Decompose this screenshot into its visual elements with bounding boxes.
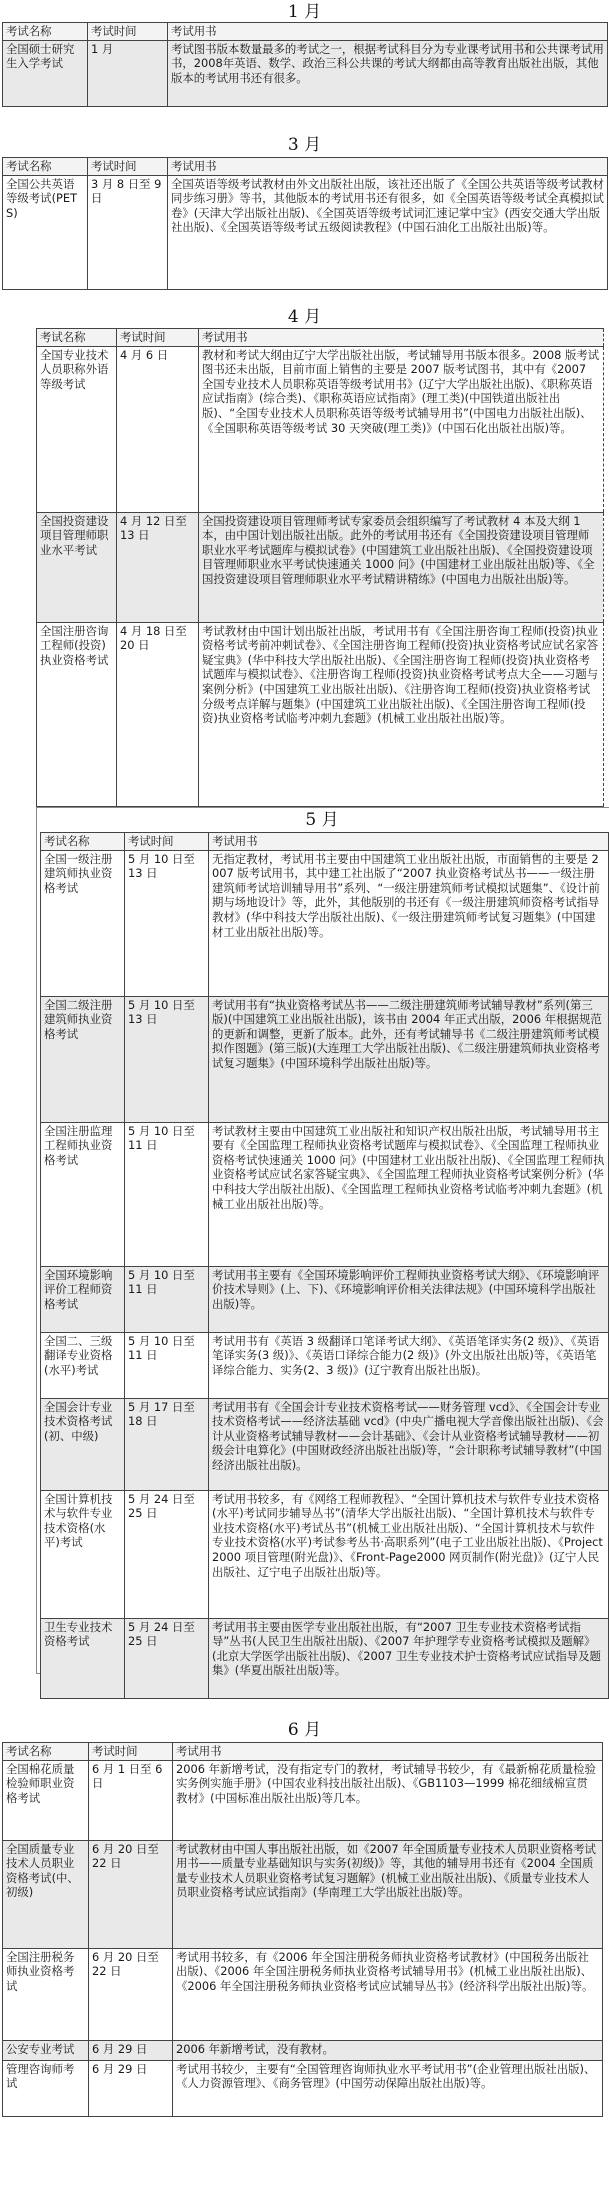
exam-time: 5 月 10 日至 13 日 [125,996,209,1122]
exam-table-mar [2,157,608,290]
exam-books: 无指定教材，考试用书主要由中国建筑工业出版社出版，市面销售的主要是 2007 版考试用书，其中建工社出版了“2007 执业资格考试丛书——一级注册建筑师考试培训辅导用书”系列、“一级注册建筑师考试模拟试题集”、《设计前期与场地设计》等，此外，其他版别的书还有《一级注册建筑师资格考试指导教材》(华中科技大学出版社出版)、《一级注册建筑师考试复习题集》(中国建材工业出版社出版)等。 [209,850,609,996]
table-row [41,1122,609,1266]
table-row [41,1618,609,1698]
header-name: 考试名称 [41,833,125,851]
exam-books: 考试教材由中国人事出版社出版，如《2007 年全国质量专业技术人员职业资格考试用书——质量专业基础知识与实务(初级)》等，其他的辅导用书还有《2004 全国质量专业技术人员职业资格考试复习题解》(机械工业出版社出版)、《质量专业技术人员职业资格考试应试指南》(华南理工大学出版社出版)等。 [173,1840,603,1948]
header-time: 考试时间 [89,1743,173,1761]
header-name: 考试名称 [37,329,117,347]
table-row [37,512,604,622]
exam-time: 5 月 24 日至 25 日 [125,1490,209,1618]
exam-table-jan [2,22,608,107]
exam-time: 5 月 10 日至 11 日 [125,1332,209,1398]
exam-books: 考试教材由中国计划出版社出版，考试用书有《全国注册咨询工程师(投资)执业资格考试考前冲刺试卷》、《全国注册咨询工程师(投资)执业资格考试应试名家答疑宝典》(华中科技大学出版社出版)、《全国注册咨询工程师(投资)执业资格考试题库与模拟试卷》、《注册咨询工程师(投资)执业资格考试考点大全——习题与案例分析》(中国建筑工业出版社出版)、《注册咨询工程师(投资)执业资格考试分级考点详解与题集》(中国建筑工业出版社出版)、《全国注册咨询工程师(投资)执业资格考试临考冲刺九套题》(机械工业出版社出版)等。 [199,622,604,806]
table-row [41,996,609,1122]
header-time: 考试时间 [125,833,209,851]
exam-name: 全国会计专业技术资格考试(初、中级) [41,1398,125,1490]
table-header-row [41,833,609,851]
exam-books: 2006 年新增考试，没有指定专门的教材，考试辅导书较少，有《最新棉花质量检验实务例实施手册》(中国农业科技出版社出版)、《GB1103—1999 棉花细绒棉宣贯教材》(中国标准出版社出版)等几本。 [173,1760,603,1840]
exam-name: 全国二级注册建筑师执业资格考试 [41,996,125,1122]
exam-books: 2006 年新增考试，没有教材。 [173,2040,603,2060]
table-row [3,175,608,289]
header-time: 考试时间 [117,329,199,347]
exam-time: 1 月 [88,40,168,106]
exam-name: 全国公共英语等级考试(PETS) [3,175,88,289]
exam-time: 3 月 8 日至 9 日 [88,175,168,289]
exam-books: 全国投资建设项目管理师考试专家委员会组织编写了考试教材 4 本及大纲 1 本，由中国计划出版社出版。此外的考试用书还有《全国投资建设项目管理师职业水平考试题库与模拟试卷》(中国建筑工业出版社出版)、《全国投资建设项目管理师职业水平考试快速通关 1000 问》(中国建材工业出版社出版)等、《全国投资建设项目管理师职业水平考试精讲精练》(中国电力出版社出版)等。 [199,512,604,622]
table-row [41,1332,609,1398]
table-row [41,1490,609,1618]
table-header-row [3,158,608,176]
exam-books: 教材和考试大纲由辽宁大学出版社出版，考试辅导用书版本很多。2008 版考试图书还未出版，目前市面上销售的主要是 2007 版考试图书，其中有《2007 全国专业技术人员职称英语等级考试用书》(辽宁大学出版社出版)、《职称英语应试指南》(综合类)、《职称英语应试指南》(理工类)(中国铁道出版社出版)、“全国专业技术人员职称英语等级考试辅导用书”(中国电力出版社出版)、《全国职称英语等级考试 30 天突破(理工类)》(中国石化出版社出版)等。 [199,346,604,512]
exam-name: 全国专业技术人员职称外语等级考试 [37,346,117,512]
table-row [3,2060,603,2116]
exam-time: 4 月 12 日至 13 日 [117,512,199,622]
header-books: 考试用书 [168,158,608,176]
exam-name: 卫生专业技术资格考试 [41,1618,125,1698]
header-books: 考试用书 [173,1743,603,1761]
exam-name: 全国注册咨询工程师(投资)执业资格考试 [37,622,117,806]
exam-books: 考试图书版本数量最多的考试之一，根据考试科目分为专业课考试用书和公共课考试用书，2008年英语、数学、政治三科公共课的考试大纲都由高等教育出版社出版，其他版本的考试用书还有很多。 [168,40,608,106]
exam-time: 6 月 1 日至 6 日 [89,1760,173,1840]
month-heading-jan: 1 月 [287,2,322,22]
exam-time: 5 月 24 日至 25 日 [125,1618,209,1698]
exam-books: 考试用书较多，有《网络工程师教程》、“全国计算机技术与软件专业技术资格(水平)考试同步辅导丛书”(清华大学出版社出版)、“全国计算机技术与软件专业技术资格(水平)考试丛书”(机械工业出版社出版)、“全国计算机技术与软件专业技术资格(水平)考试参考丛书·高职系列”(电子工业出版社出版)、《Project2000 项目管理(附光盘)》、《Front-Page2000 网页制作(附光盘)》(辽宁人民出版社、辽宁电子出版社出版)等。 [209,1490,609,1618]
table-row [3,1760,603,1840]
table-row [3,40,608,106]
table-header-row [37,329,604,347]
exam-name: 全国投资建设项目管理师职业水平考试 [37,512,117,622]
exam-name: 全国二、三级翻译专业资格(水平)考试 [41,1332,125,1398]
month-heading-mar: 3 月 [287,135,322,155]
table-row [41,1266,609,1332]
exam-books: 考试用书较少，主要有“全国管理咨询师执业水平考试用书”(企业管理出版社出版)、《人力资源管理》、《商务管理》(中国劳动保障出版社出版)等。 [173,2060,603,2116]
exam-books: 考试用书较多，有《2006 年全国注册税务师执业资格考试教材》(中国税务出版社出版)、《2006 年全国注册税务师执业资格考试辅导用书》(机械工业出版社出版)、《2006 年全国注册税务师执业资格考试应试辅导丛书》(经济科学出版社出版)等。 [173,1948,603,2040]
month-heading-jun: 6 月 [287,1720,322,1740]
exam-name: 全国质量专业技术人员职业资格考试(中、初级) [3,1840,89,1948]
header-name: 考试名称 [3,1743,89,1761]
exam-books: 考试用书有“执业资格考试丛书——二级注册建筑师考试辅导教材”系列(第三版)(中国建筑工业出版社出版)，该书由 2004 年正式出版，2006 年根据规范的更新和调整，更新了版本。此外，还有考试辅导书《二级注册建筑师考试模拟作图题》(第三版)(大连理工大学出版社出版)、《二级注册建筑师执业资格考试复习题集》(中国环境科学出版社出版)等。 [209,996,609,1122]
table-row [3,1840,603,1948]
month-heading-apr: 4 月 [287,307,322,327]
table-row [3,2040,603,2060]
header-time: 考试时间 [88,158,168,176]
exam-time: 6 月 29 日 [89,2060,173,2116]
table-row [37,622,604,806]
exam-name: 管理咨询师考试 [3,2060,89,2116]
table-header-row [3,1743,603,1761]
header-name: 考试名称 [3,23,88,41]
exam-books: 考试用书有《全国会计专业技术资格考试——财务管理 vcd》、《全国会计专业技术资格考试——经济法基础 vcd》(中央广播电视大学音像出版社出版)、《会计从业资格考试辅导教材——会计基础》、《会计从业资格考试辅导教材——初级会计电算化》(中国财政经济出版社出版)等，“会计职称考试辅导教材”(中国经济出版社出版)。 [209,1398,609,1490]
exam-table-jun [2,1742,603,2117]
month-heading-may: 5 月 [305,810,339,830]
exam-name: 全国计算机技术与软件专业技术资格(水平)考试 [41,1490,125,1618]
exam-name: 全国环境影响评价工程师资格考试 [41,1266,125,1332]
exam-time: 5 月 17 日至 18 日 [125,1398,209,1490]
table-header-row [3,23,608,41]
header-name: 考试名称 [3,158,88,176]
exam-name: 全国棉花质量检验师职业资格考试 [3,1760,89,1840]
exam-books: 考试用书有《英语 3 级翻译口笔译考试大纲》、《英语笔译实务(2 级)》、《英语笔译实务(3 级)》、《英语口译综合能力(2 级)》(外文出版社出版)等，《英语笔译综合能力、实务(2、3 级)》(辽宁教育出版社出版)。 [209,1332,609,1398]
exam-time: 5 月 10 日至 13 日 [125,850,209,996]
exam-time: 6 月 20 日至 22 日 [89,1840,173,1948]
header-books: 考试用书 [168,23,608,41]
exam-time: 5 月 10 日至 11 日 [125,1122,209,1266]
table-row [37,346,604,512]
header-books: 考试用书 [199,329,604,347]
exam-books: 考试教材主要由中国建筑工业出版社和知识产权出版社出版，考试辅导用书主要有《全国监理工程师执业资格考试题库与模拟试卷》、《全国监理工程师执业资格考试快速通关 1000 问》(中国建材工业出版社出版)、《全国监理工程师执业资格考试应试名家答疑宝典》、《全国监理工程师执业资格考试案例分析》(华中科技大学出版社出版)、《全国监理工程师执业资格考试临考冲刺九套题》(机械工业出版社出版)等。 [209,1122,609,1266]
exam-time: 6 月 29 日 [89,2040,173,2060]
exam-time: 4 月 6 日 [117,346,199,512]
exam-name: 全国注册税务师执业资格考试 [3,1948,89,2040]
exam-time: 6 月 20 日至 22 日 [89,1948,173,2040]
exam-name: 全国硕士研究生入学考试 [3,40,88,106]
exam-table-apr [36,328,604,807]
exam-time: 4 月 18 日至 20 日 [117,622,199,806]
table-row [3,1948,603,2040]
table-row [41,1398,609,1490]
table-row [41,850,609,996]
header-books: 考试用书 [209,833,609,851]
exam-books: 全国英语等级考试教材由外文出版社出版，该社还出版了《全国公共英语等级考试教材同步练习册》等书，其他版本的考试用书还有很多，如《全国英语等级考试全真模拟试卷》(天津大学出版社出版)、《全国英语等级考试词汇速记掌中宝》(西安交通大学出版社出版)、《全国英语等级考试五级阅读教程》(中国石油化工出版社出版)等。 [168,175,608,289]
header-time: 考试时间 [88,23,168,41]
exam-name: 全国一级注册建筑师执业资格考试 [41,850,125,996]
exam-table-may [40,832,609,1699]
exam-name: 全国注册监理工程师执业资格考试 [41,1122,125,1266]
exam-name: 公安专业考试 [3,2040,89,2060]
exam-books: 考试用书主要由医学专业出版社出版，有“2007 卫生专业技术资格考试指导”丛书(人民卫生出版社出版)、《2007 年护理学专业资格考试模拟及题解》(北京大学医学出版社出版)、《2007 卫生专业技术护士资格考试应试指导及题集》(华夏出版社出版)等。 [209,1618,609,1698]
exam-time: 5 月 10 日至 11 日 [125,1266,209,1332]
exam-books: 考试用书主要有《全国环境影响评价工程师执业资格考试大纲》、《环境影响评价技术导则》(上、下)、《环境影响评价相关法律法规》(中国环境科学出版社出版)等。 [209,1266,609,1332]
